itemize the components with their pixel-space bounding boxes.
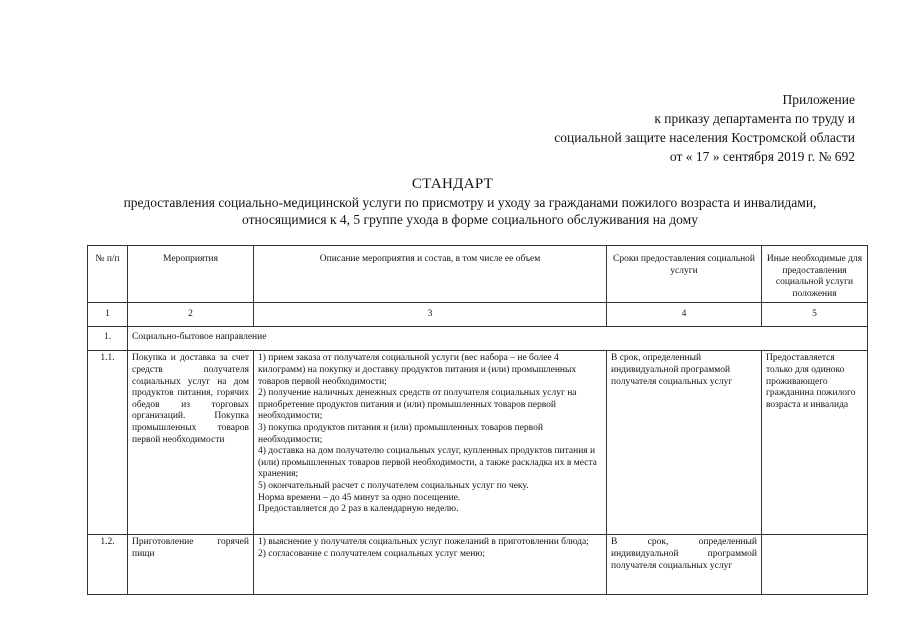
row-term: В срок, определенный индивидуальной программой получателя социальных услуг: [607, 351, 762, 535]
row-description: [254, 535, 607, 595]
description-item: 5) окончательный расчет с получателем социальных услуг по чеку.: [258, 480, 529, 491]
row-activity: Покупка и доставка за счет средств получателя социальных услуг на дом продуктов питания, горячих обедов из торговых организаций. Покупка промышленных товаров первой необходимости: [128, 351, 254, 535]
description-item: Норма времени – до 45 минут за одно посещение.: [258, 492, 461, 503]
row-term: В срок, определенный индивидуальной программой получателя социальных услуг: [607, 535, 762, 595]
description-item: 1) прием заказа от получателя социальной услуги (вес набора – не более 4 килограмм) на покупку и доставку продуктов питания и (или) промышленных товаров первой необходимости;: [258, 353, 577, 387]
header-activity: Мероприятия: [128, 246, 254, 303]
description-item: 3) покупка продуктов питания и (или) промышленных товаров первой необходимости;: [258, 422, 543, 445]
column-number: 5: [762, 303, 868, 327]
row-description: [254, 351, 607, 535]
appendix-block: [554, 90, 855, 166]
subtitle-line-2: относящимися к 4, 5 группе ухода в форме социального обслуживания на дому: [242, 212, 698, 227]
table-row: [88, 535, 868, 595]
section-row: [88, 327, 868, 351]
row-other: [762, 535, 868, 595]
column-number: 4: [607, 303, 762, 327]
section-number: 1.: [88, 327, 128, 351]
row-activity: Приготовление горячей пищи: [128, 535, 254, 595]
column-number: 1: [88, 303, 128, 327]
column-number: 2: [128, 303, 254, 327]
header-other: Иные необходимые для предоставления социальной услуги положения: [762, 246, 868, 303]
document-subtitle: [70, 194, 870, 228]
section-title: Социально-бытовое направление: [128, 327, 868, 351]
table-header-row: [88, 246, 868, 303]
column-number-row: [88, 303, 868, 327]
header-description: Описание мероприятия и состав, в том числе ее объем: [254, 246, 607, 303]
header-term: Сроки предоставления социальной услуги: [607, 246, 762, 303]
description-item: 4) доставка на дом получателю социальных услуг, купленных продуктов питания и (или) промышленных товаров первой необходимости, а также раскладка их в места хранения;: [258, 446, 597, 480]
description-item: 2) получение наличных денежных средств от получателя социальных услуг на приобретение продуктов питания и (или) промышленных товаров первой необходимости;: [258, 388, 577, 422]
table-row: [88, 351, 868, 535]
subtitle-line-1: предоставления социально-медицинской услуги по присмотру и уходу за гражданами пожилого возраста и инвалидами,: [123, 195, 817, 210]
description-item: 1) выяснение у получателя социальных услуг пожеланий в приготовлении блюда;: [258, 537, 589, 548]
appendix-line-4: от « 17 » сентября 2019 г. № 692: [669, 149, 855, 164]
appendix-line-3: социальной защите населения Костромской области: [554, 130, 855, 145]
header-number: № п/п: [88, 246, 128, 303]
document-title: СТАНДАРТ: [411, 176, 494, 192]
row-other: Предоставляется только для одиноко проживающего гражданина пожилого возраста и инвалида: [762, 351, 868, 535]
column-number: 3: [254, 303, 607, 327]
appendix-line-2: к приказу департамента по труду и: [654, 111, 855, 126]
row-number: 1.2.: [88, 535, 128, 595]
standard-table: [87, 245, 868, 595]
description-item: 2) согласование с получателем социальных услуг меню;: [258, 548, 486, 559]
description-item: Предоставляется до 2 раз в календарную неделю.: [258, 504, 459, 515]
appendix-line-1: Приложение: [782, 92, 855, 107]
row-number: 1.1.: [88, 351, 128, 535]
